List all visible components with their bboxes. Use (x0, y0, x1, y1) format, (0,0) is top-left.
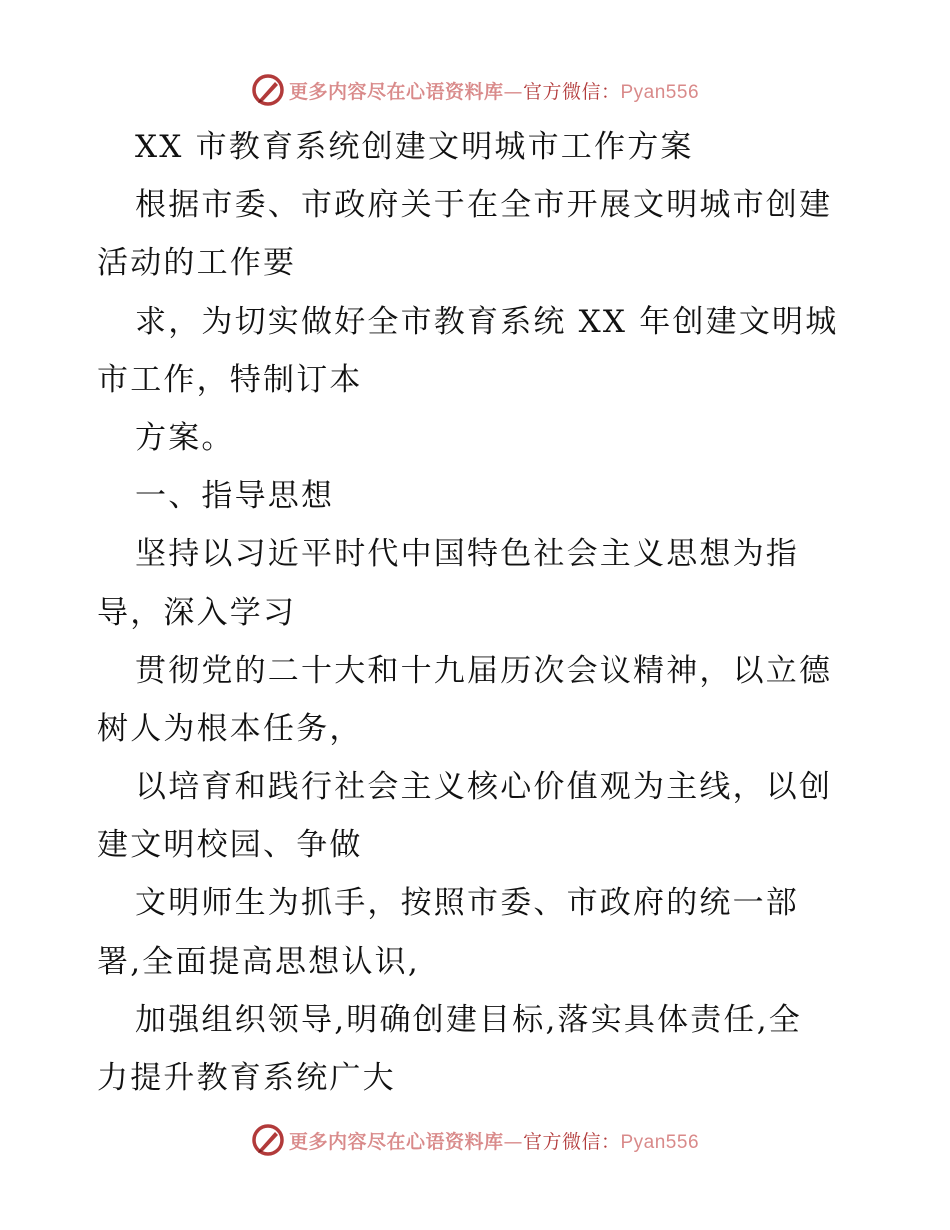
text-line: 导，深入学习 (97, 594, 297, 631)
text-line: 以培育和践行社会主义核心价值观为主线，以创 (135, 769, 833, 806)
text-line: 一、指导思想 (135, 478, 335, 515)
header-watermark (0, 70, 950, 110)
text-line: 树人为根本任务， (97, 710, 363, 747)
text-line: 坚持以习近平时代中国特色社会主义思想为指 (135, 536, 799, 573)
watermark-brand: 更多内容尽在心语资料库 (288, 1130, 504, 1153)
watermark-id: Pyan556 (620, 81, 700, 103)
pen-circle-logo-icon (251, 1123, 285, 1157)
text-line: XX 市教育系统创建文明城市工作方案 (135, 129, 694, 165)
watermark-brand: 更多内容尽在心语资料库 (288, 80, 504, 103)
text-line: 求，为切实做好全市教育系统 XX 年创建文明城 (135, 303, 839, 340)
watermark-id: Pyan556 (620, 1131, 700, 1153)
text-line: 根据市委、市政府关于在全市开展文明城市创建 (135, 187, 833, 224)
text-line: 活动的工作要 (97, 245, 297, 282)
watermark-label: 官方微信： (522, 80, 621, 103)
text-line: 力提升教育系统广大 (97, 1060, 396, 1096)
watermark-label: 官方微信： (522, 1130, 621, 1153)
watermark-dash: — (503, 80, 523, 103)
text-line: 文明师生为抓手，按照市委、市政府的统一部 (135, 885, 799, 922)
text-line: 市工作，特制订本 (97, 361, 363, 398)
document-body (97, 118, 857, 1107)
text-line: 署,全面提高思想认识, (97, 943, 420, 980)
footer-watermark (0, 1120, 950, 1160)
watermark-dash: — (503, 1130, 523, 1153)
text-line: 方案。 (135, 419, 235, 456)
text-line: 建文明校园、争做 (97, 827, 363, 864)
pen-circle-logo-icon (251, 73, 285, 107)
text-line: 贯彻党的二十大和十九届历次会议精神，以立德 (135, 652, 833, 689)
text-line: 加强组织领导,明确创建目标,落实具体责任,全 (135, 1001, 802, 1038)
